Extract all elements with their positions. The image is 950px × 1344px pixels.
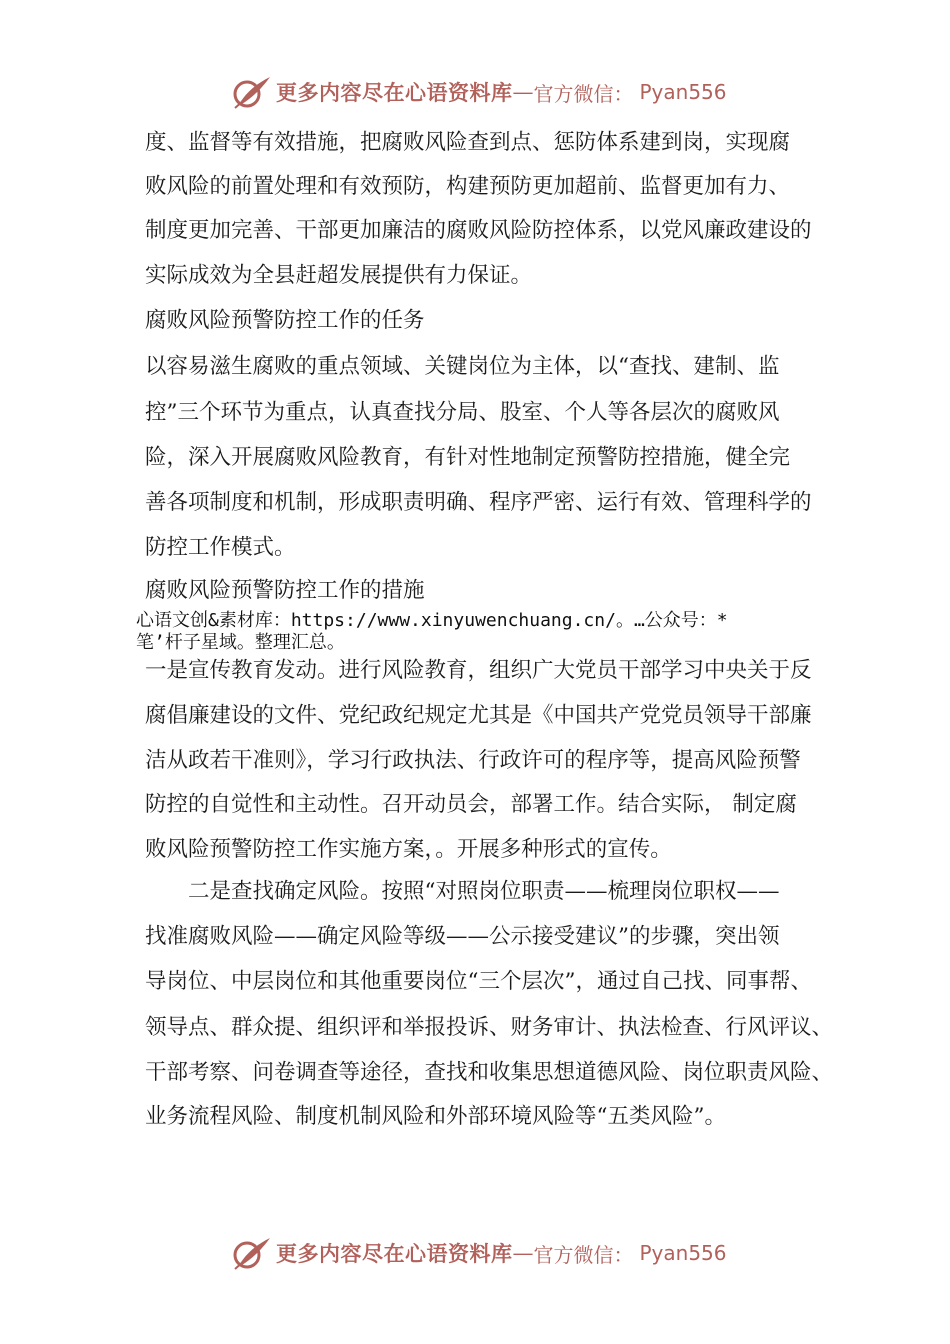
text-line: 干部考察、问卷调查等途径，查找和收集思想道德风险、岗位职责风险、: [145, 1060, 834, 1085]
text-line: 腐倡廉建设的文件、党纪政纪规定尤其是《中国共产党党员领导干部廉: [145, 703, 812, 728]
section-heading: 腐败风险预警防控工作的措施: [145, 578, 425, 603]
text-line: 险，深入开展腐败风险教育，有针对性地制定预警防控措施，健全完: [145, 445, 791, 470]
text-line: 洁从政若干准则》，学习行政执法、行政许可的程序等，提高风险预警: [145, 748, 801, 773]
text-line: 找准腐败风险——确定风险等级——公示接受建议”的步骤，突出领: [145, 924, 780, 949]
banner-wechat-id: Pyan556: [639, 80, 727, 104]
banner-dash: —: [512, 1241, 534, 1265]
banner-subtitle: 官方微信：: [533, 81, 634, 106]
text-line: 以容易滋生腐败的重点领域、关键岗位为主体，以“查找、建制、监: [145, 354, 780, 379]
text-line: 二是查找确定风险。按照“对照岗位职责——梳理岗位职权——: [188, 879, 780, 904]
text-line: 实际成效为全县赶超发展提供有力保证。: [145, 263, 533, 288]
source-note-line: 心语文创&素材库：https://www.xinyuwenchuang.cn/。…公众号：*: [136, 610, 728, 631]
section-heading: 腐败风险预警防控工作的任务: [145, 308, 425, 333]
text-line: 业务流程风险、制度机制风险和外部环境风险等“五类风险”。: [145, 1104, 726, 1129]
source-note-line: 笔’杆子星域。整理汇总。: [136, 632, 345, 653]
banner-title: 更多内容尽在心语资料库: [276, 1241, 513, 1266]
quill-logo-icon: [232, 1235, 272, 1271]
text-line: 防控的自觉性和主动性。召开动员会，部署工作。结合实际， 制定腐: [145, 792, 797, 817]
banner-title: 更多内容尽在心语资料库: [276, 80, 513, 105]
text-line: 导岗位、中层岗位和其他重要岗位“三个层次”，通过自己找、同事帮、: [145, 969, 812, 994]
text-line: 败风险预警防控工作实施方案，。开展多种形式的宣传。: [145, 837, 672, 862]
quill-logo-icon: [232, 74, 272, 110]
text-line: 领导点、群众提、组织评和举报投诉、财务审计、执法检查、行风评议、: [145, 1015, 834, 1040]
text-line: 度、监督等有效措施，把腐败风险查到点、惩防体系建到岗，实现腐: [145, 130, 791, 155]
banner-wechat-id: Pyan556: [639, 1241, 727, 1265]
text-line: 防控工作模式。: [145, 535, 296, 560]
text-line: 善各项制度和机制，形成职责明确、程序严密、运行有效、管理科学的: [145, 490, 812, 515]
header-banner: [232, 72, 727, 112]
footer-banner: [232, 1233, 727, 1273]
banner-subtitle: 官方微信：: [533, 1242, 634, 1267]
banner-dash: —: [512, 80, 534, 104]
text-line: 制度更加完善、干部更加廉洁的腐败风险防控体系，以党风廉政建设的: [145, 218, 812, 243]
text-line: 一是宣传教育发动。进行风险教育，组织广大党员干部学习中央关于反: [145, 658, 812, 683]
text-line: 控”三个环节为重点，认真查找分局、股室、个人等各层次的腐败风: [145, 400, 780, 425]
text-line: 败风险的前置处理和有效预防，构建预防更加超前、监督更加有力、: [145, 174, 791, 199]
